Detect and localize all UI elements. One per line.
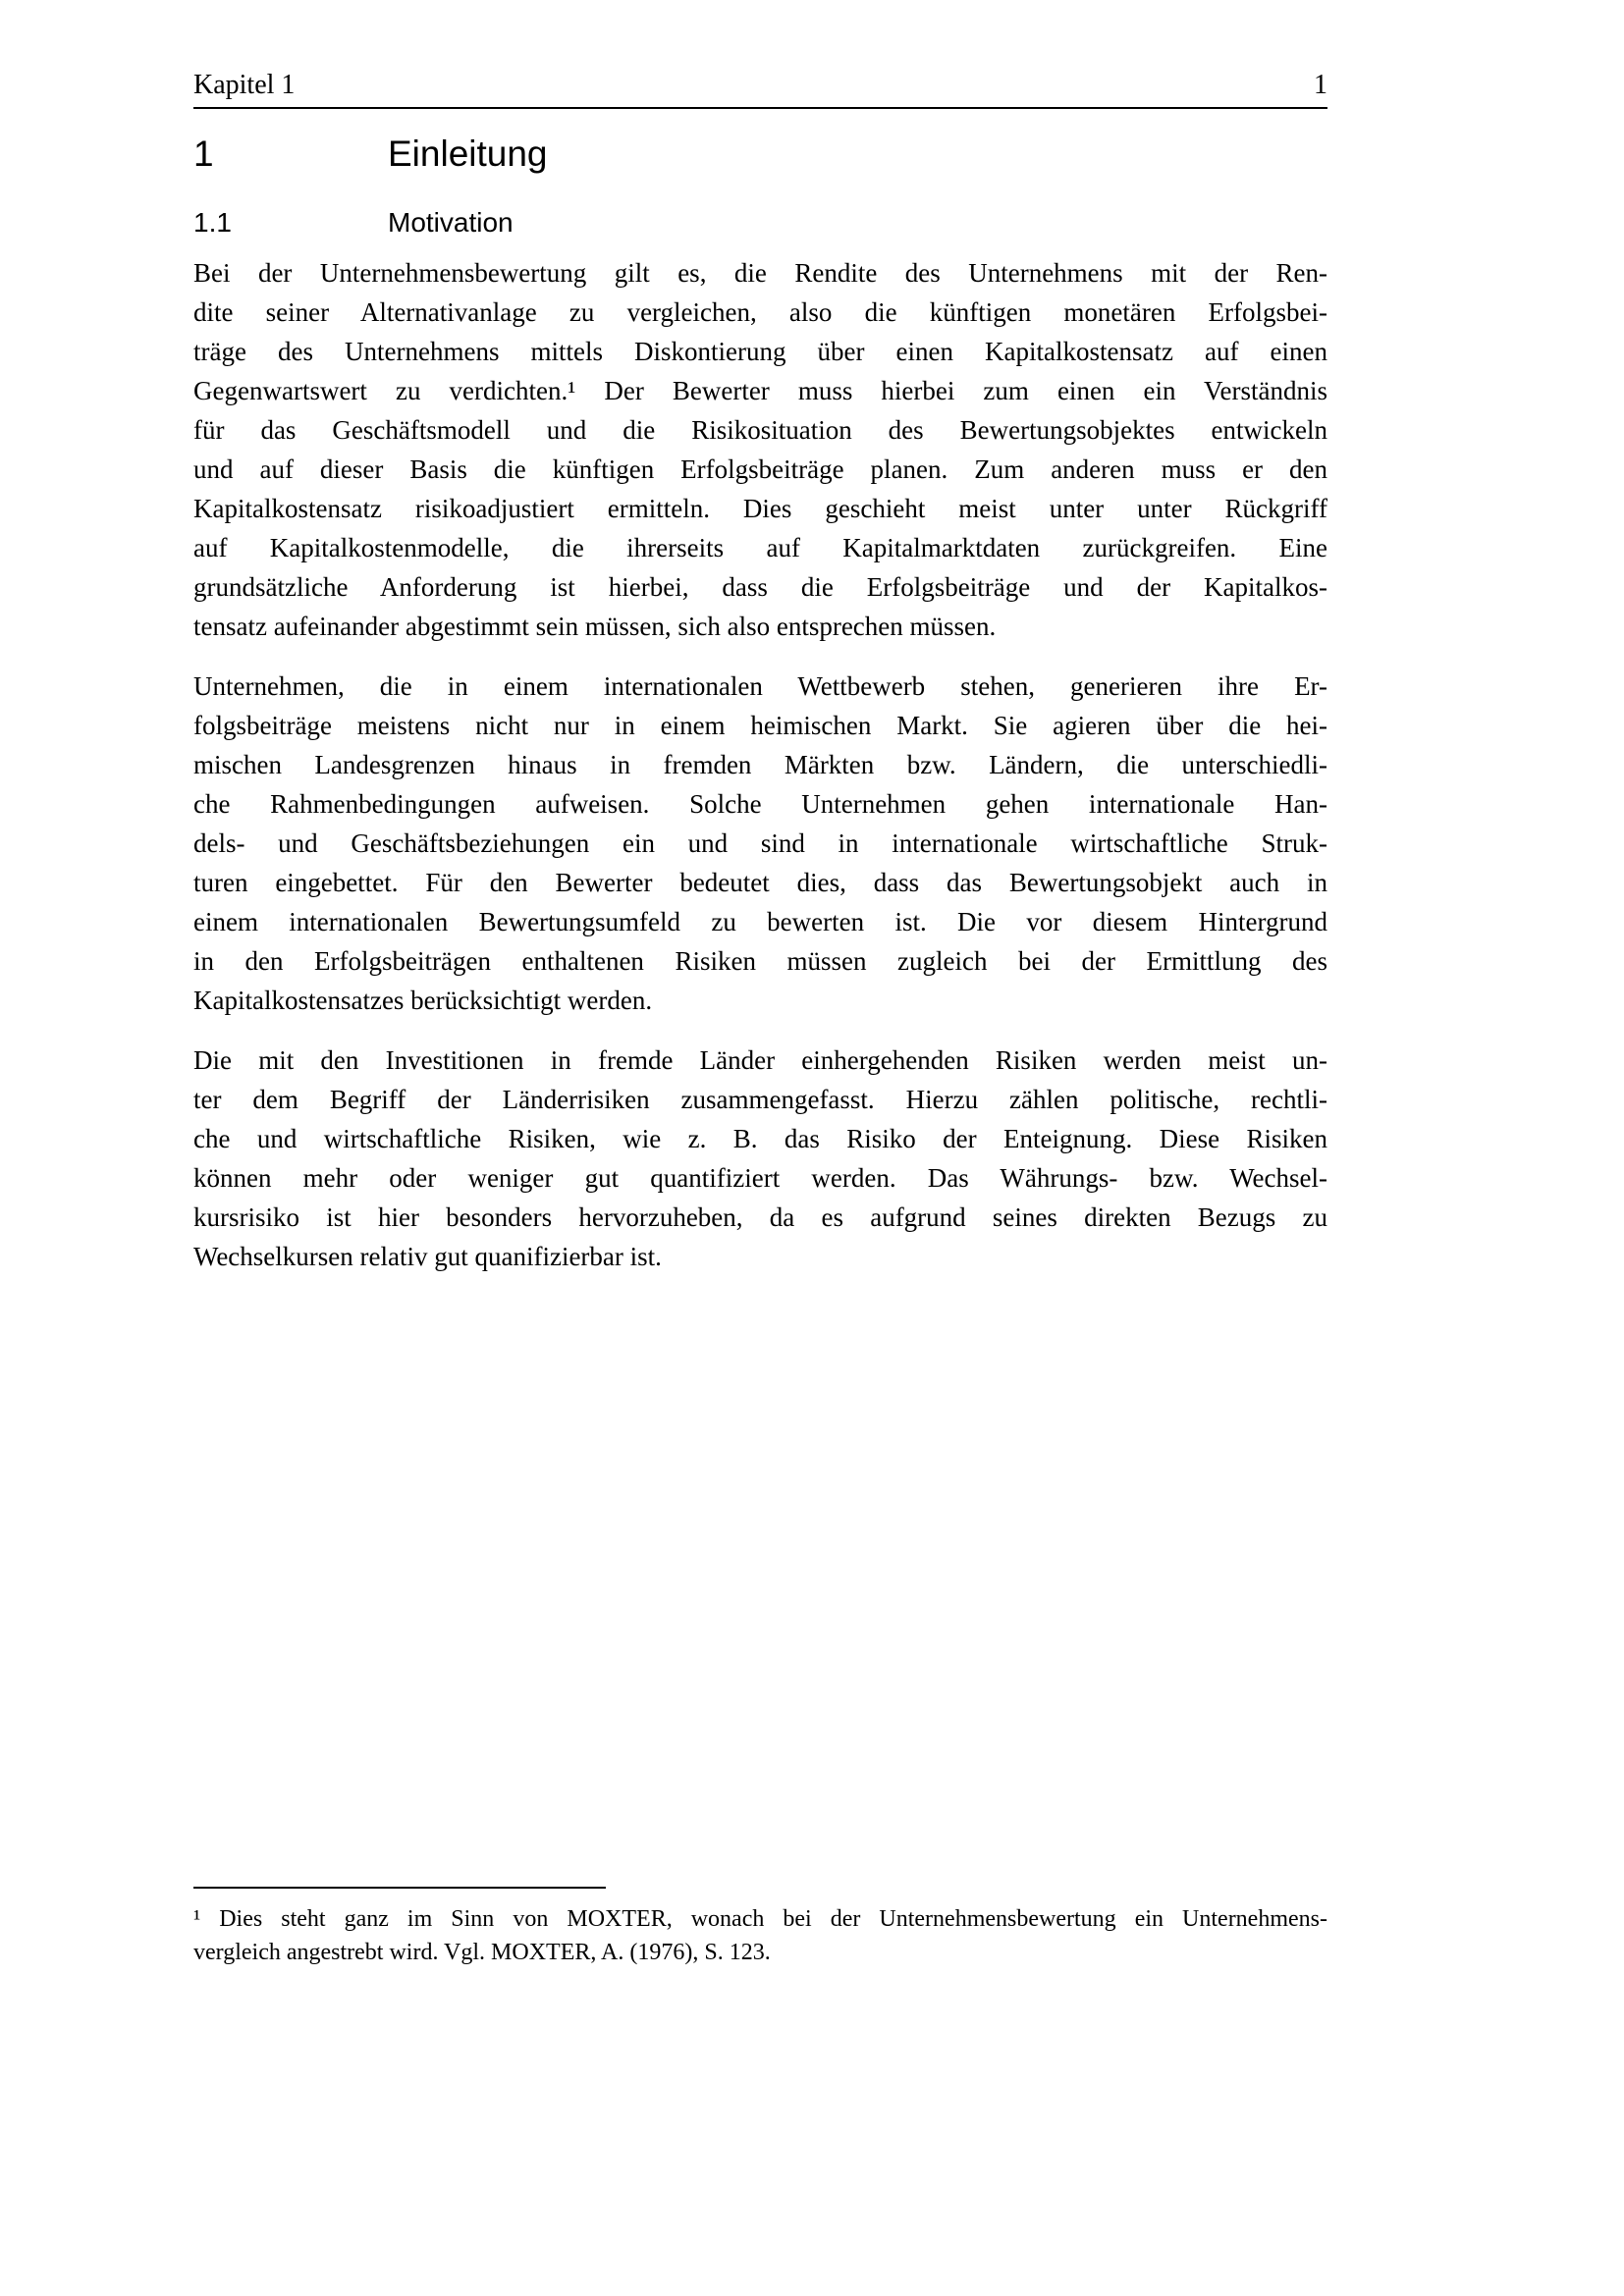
text-line: turen eingebettet. Für den Bewerter bedeutet dies, dass das Bewertungsobjekt auch in xyxy=(193,868,1327,897)
text-line: Kapitalkostensatz risikoadjustiert ermitteln. Dies geschieht meist unter unter Rückgriff xyxy=(193,494,1327,523)
paragraph xyxy=(193,1041,1327,1276)
text-line: in den Erfolgsbeiträgen enthaltenen Risiken müssen zugleich bei der Ermittlung des xyxy=(193,946,1327,976)
text-line: grundsätzliche Anforderung ist hierbei, dass die Erfolgsbeiträge und der Kapitalkos- xyxy=(193,572,1327,602)
text-line: Die mit den Investitionen in fremde Länder einhergehenden Risiken werden meist un- xyxy=(193,1045,1327,1075)
text-line: dels- und Geschäftsbeziehungen ein und sind in internationale wirtschaftliche Struk- xyxy=(193,828,1327,858)
running-header xyxy=(193,71,1327,109)
text-line: Kapitalkostensatzes berücksichtigt werden. xyxy=(193,986,653,1015)
text-line: vergleich angestrebt wird. Vgl. MOXTER, A. (1976), S. 123. xyxy=(193,1940,771,1965)
text-line: Wechselkursen relativ gut quanifizierbar ist. xyxy=(193,1242,662,1271)
paragraph xyxy=(193,253,1327,646)
header-chapter-label: Kapitel 1 xyxy=(193,70,296,100)
text-line: che Rahmenbedingungen aufweisen. Solche Unternehmen gehen internationale Han- xyxy=(193,789,1327,819)
text-line: ¹ Dies steht ganz im Sinn von MOXTER, wonach bei der Unternehmensbewertung ein Unternehmens- xyxy=(193,1906,1327,1932)
text-line: che und wirtschaftliche Risiken, wie z. B. das Risiko der Enteignung. Diese Risiken xyxy=(193,1124,1327,1153)
text-line: träge des Unternehmens mittels Diskontierung über einen Kapitalkostensatz auf einen xyxy=(193,337,1327,366)
paragraph xyxy=(193,667,1327,1020)
text-line: kursrisiko ist hier besonders hervorzuheben, da es aufgrund seines direkten Bezugs zu xyxy=(193,1202,1327,1232)
body-text xyxy=(193,253,1327,1276)
text-line: für das Geschäftsmodell und die Risikosituation des Bewertungsobjektes entwickeln xyxy=(193,415,1327,445)
text-block xyxy=(193,0,1327,2296)
text-line: auf Kapitalkostenmodelle, die ihrerseits auf Kapitalmarktdaten zurückgreifen. Eine xyxy=(193,533,1327,562)
footnote xyxy=(193,1902,1327,1969)
text-line: einem internationalen Bewertungsumfeld zu bewerten ist. Die vor diesem Hintergrund xyxy=(193,907,1327,936)
text-line: Gegenwartswert zu verdichten.¹ Der Bewerter muss hierbei zum einen ein Verständnis xyxy=(193,376,1327,405)
text-line: dite seiner Alternativanlage zu vergleichen, also die künftigen monetären Erfolgsbei- xyxy=(193,297,1327,327)
chapter-heading xyxy=(193,133,1327,175)
section-number: 1.1 xyxy=(193,207,232,238)
text-line: können mehr oder weniger gut quantifiziert werden. Das Währungs- bzw. Wechsel- xyxy=(193,1163,1327,1193)
footnote-separator xyxy=(193,1887,606,1889)
text-line: Bei der Unternehmensbewertung gilt es, die Rendite des Unternehmens mit der Ren- xyxy=(193,258,1327,288)
text-line: ter dem Begriff der Länderrisiken zusammengefasst. Hierzu zählen politische, rechtli- xyxy=(193,1085,1327,1114)
text-line: folgsbeiträge meistens nicht nur in einem heimischen Markt. Sie agieren über die hei- xyxy=(193,711,1327,740)
section-heading xyxy=(193,206,1327,240)
text-line: Unternehmen, die in einem internationalen Wettbewerb stehen, generieren ihre Er- xyxy=(193,671,1327,701)
text-line: tensatz aufeinander abgestimmt sein müssen, sich also entsprechen müssen. xyxy=(193,612,997,641)
chapter-number: 1 xyxy=(193,133,214,174)
text-line: und auf dieser Basis die künftigen Erfolgsbeiträge planen. Zum anderen muss er den xyxy=(193,454,1327,484)
section-title: Motivation xyxy=(388,207,514,238)
text-line: mischen Landesgrenzen hinaus in fremden Märkten bzw. Ländern, die unterschiedli- xyxy=(193,750,1327,779)
header-page-number: 1 xyxy=(1314,70,1327,100)
chapter-title: Einleitung xyxy=(388,133,548,174)
